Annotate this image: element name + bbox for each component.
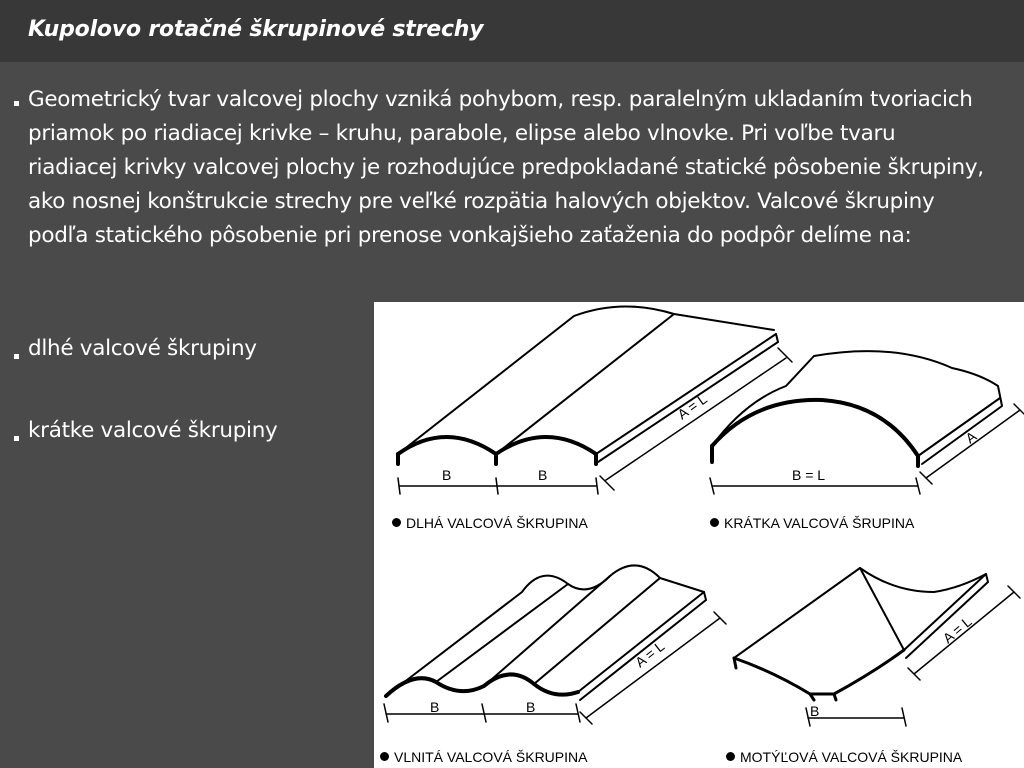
- caption-wavy-shell: VLNITÁ VALCOVÁ ŠKRUPINA: [394, 749, 588, 765]
- caption-long-shell: DLHÁ VALCOVÁ ŠKRUPINA: [406, 515, 588, 531]
- bullet-long-shells: dlhé valcové škrupiny: [28, 336, 257, 361]
- shell-types-figure: [374, 302, 1024, 768]
- dim-label-a: A: [962, 427, 980, 447]
- bullet-marker: [14, 101, 19, 106]
- intro-paragraph: Geometrický tvar valcovej plochy vzniká pohybom, resp. paralelným ukladaním tvoriacich priamok po riadiacej krivke – kruhu, parabole, elipse alebo vlnovke. Pri voľbe tvaru riadiacej krivky valcovej plochy je rozhodujúce predpokladané statické pôsobenie škrupiny, ako nosnej konštrukcie strechy pre veľké rozpätia halových objektov. Valcové škrupiny podľa statického pôsobenie pri prenose vonkajšieho zaťaženia do podpôr delíme na:: [28, 87, 984, 248]
- slide-title: Kupolovo rotačné škrupinové strechy: [28, 17, 484, 42]
- dim-label-b: B: [810, 703, 820, 719]
- title-bar: [0, 0, 1024, 62]
- caption-dot: [726, 752, 735, 761]
- butterfly-shell-drawing: [734, 568, 1020, 726]
- dim-label-b-eq-l: B = L: [792, 467, 826, 483]
- dim-label-b: B: [430, 699, 440, 715]
- short-shell-drawing: [710, 351, 1024, 494]
- caption-short-shell: KRÁTKA VALCOVÁ ŠRUPINA: [724, 515, 915, 531]
- caption-butterfly-shell: MOTÝĽOVÁ VALCOVÁ ŠKRUPINA: [740, 749, 963, 765]
- dim-label-b: B: [526, 699, 536, 715]
- dim-label-b: B: [442, 467, 452, 483]
- long-shell-drawing: [398, 306, 792, 494]
- caption-dot: [380, 752, 389, 761]
- caption-dot: [710, 518, 719, 527]
- shell-drawings: [374, 302, 1024, 768]
- dim-label-a-eq-l: A = L: [674, 390, 710, 423]
- dim-label-a-eq-l: A = L: [631, 637, 668, 671]
- bullet-marker: [14, 354, 19, 359]
- dim-label-b: B: [538, 467, 548, 483]
- caption-dot: [392, 518, 401, 527]
- bullet-short-shells: krátke valcové škrupiny: [28, 418, 278, 443]
- dim-label-a-eq-l: A = L: [939, 613, 975, 647]
- bullet-marker: [14, 436, 19, 441]
